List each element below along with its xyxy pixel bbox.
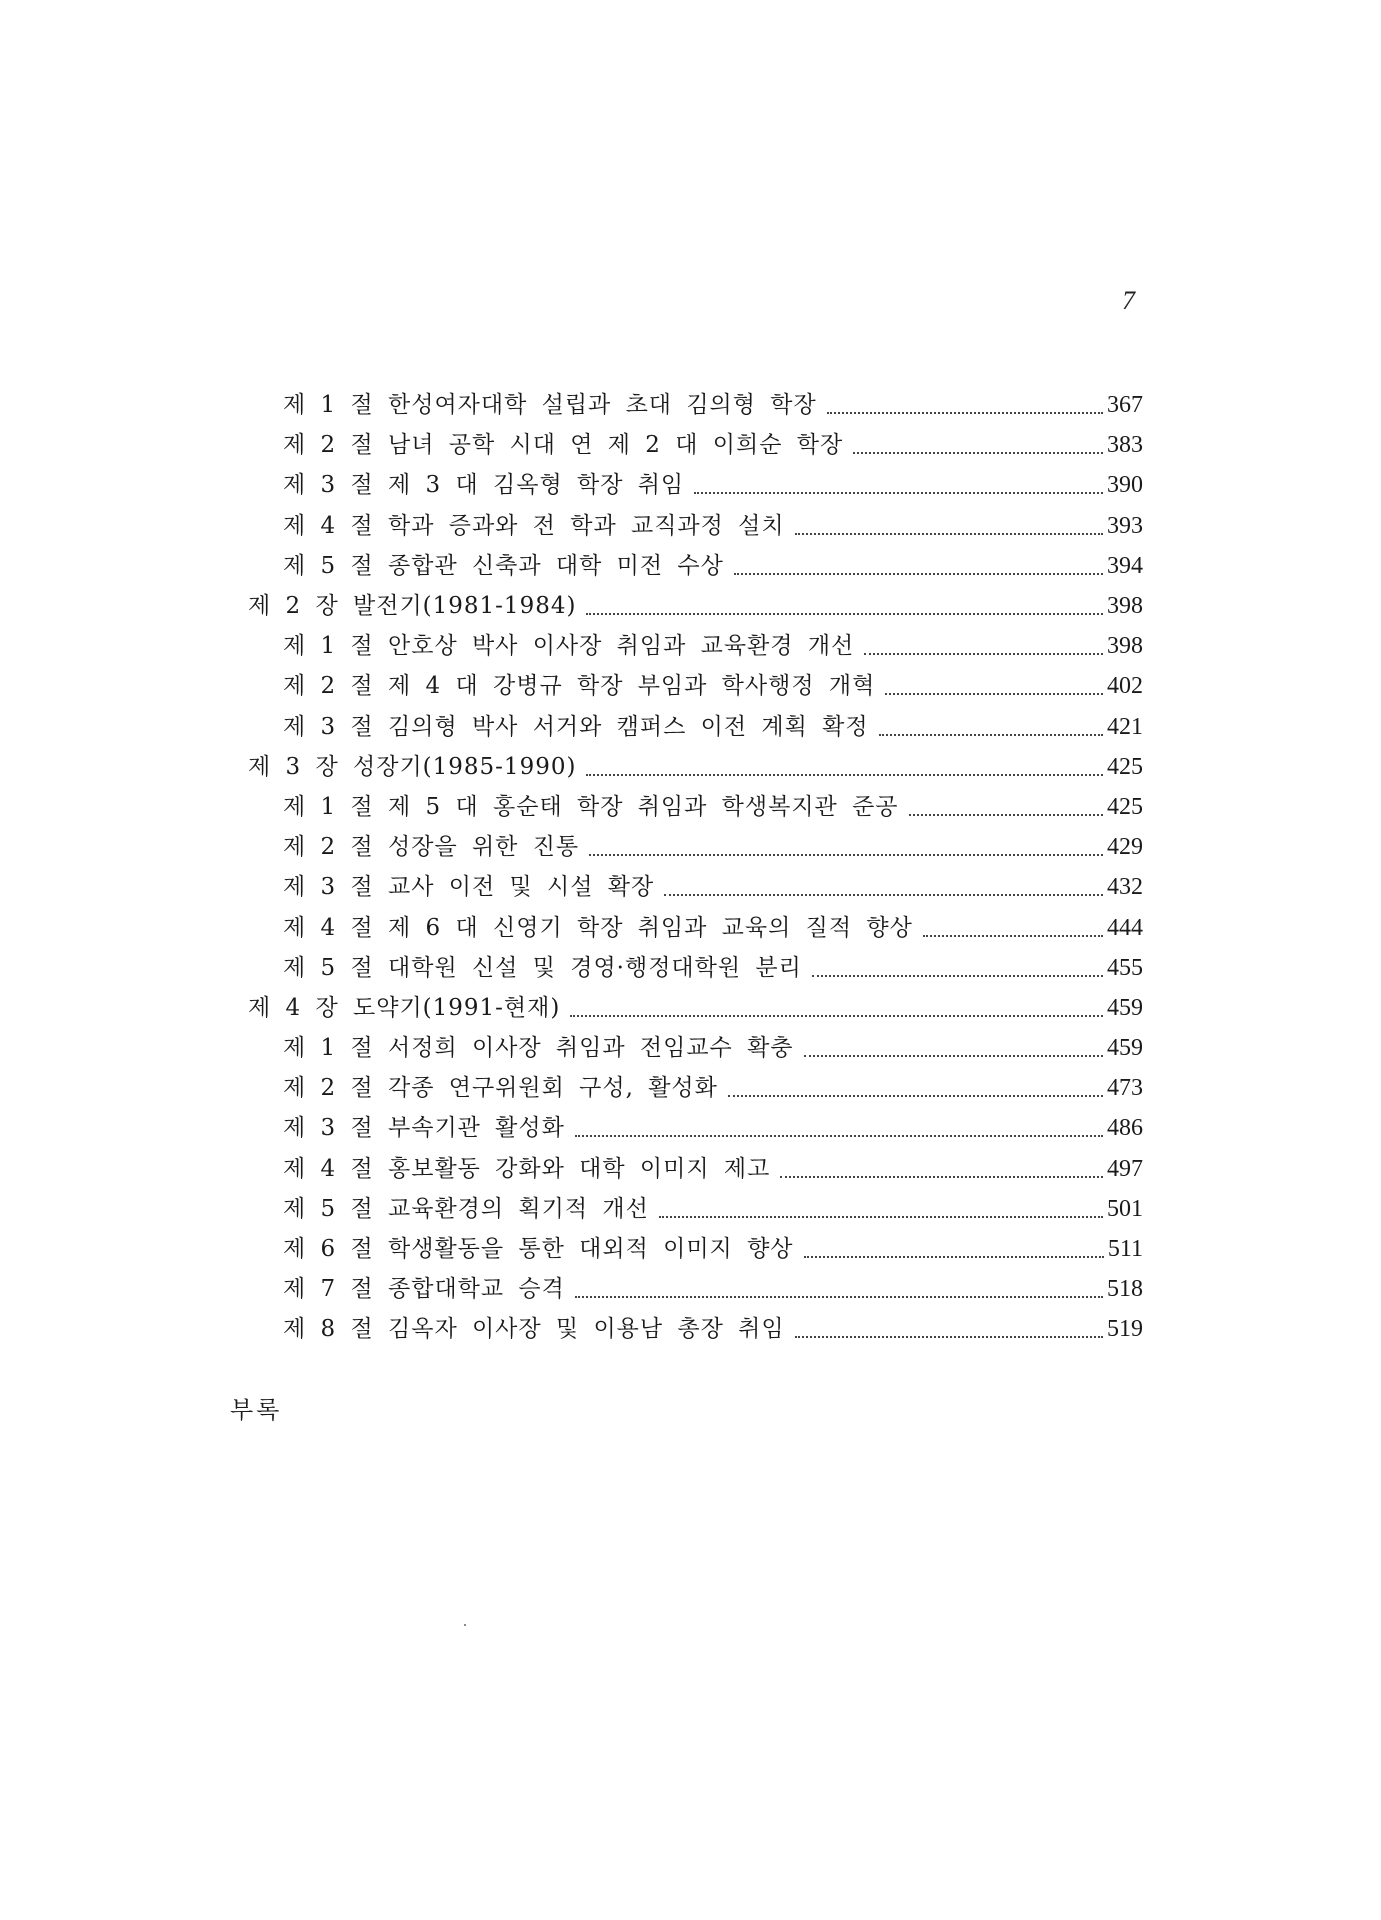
dot-leader: [664, 894, 1103, 896]
toc-entry-page: 511: [1107, 1236, 1143, 1263]
dot-leader: [586, 613, 1103, 615]
toc-entry-label: 제 4 절 홍보활동 강화와 대학 이미지 제고: [283, 1155, 771, 1182]
toc-section-entry: [283, 385, 1143, 425]
dot-leader: [589, 854, 1103, 856]
toc-entry-page: 455: [1107, 954, 1143, 981]
toc-entry-page: 473: [1107, 1075, 1143, 1102]
toc-entry-label: 제 5 절 대학원 신설 및 경영·행정대학원 분리: [283, 954, 802, 981]
toc-entry-label: 제 7 절 종합대학교 승격: [283, 1276, 565, 1303]
toc-section-entry: [283, 707, 1143, 747]
toc-entry-page: 518: [1107, 1276, 1143, 1303]
toc-entry-label: 제 2 절 각종 연구위원회 구성, 활성화: [283, 1075, 718, 1102]
dot-leader: [780, 1176, 1103, 1178]
toc-entry-page: 394: [1107, 552, 1143, 579]
dot-leader: [795, 533, 1103, 535]
toc-entry-label: 제 3 장 성장기(1985-1990): [248, 753, 577, 780]
toc-section-entry: [283, 1189, 1143, 1229]
dot-leader: [812, 975, 1103, 977]
toc-section-entry: [283, 1269, 1143, 1309]
toc-entry-label: 제 6 절 학생활동을 통한 대외적 이미지 향상: [283, 1236, 794, 1263]
toc-chapter-entry: [248, 747, 1143, 787]
toc-section-entry: [283, 546, 1143, 586]
table-of-contents: [0, 385, 1381, 1350]
toc-section-entry: [283, 626, 1143, 666]
dot-leader: [827, 412, 1103, 414]
toc-entry-page: 501: [1107, 1195, 1143, 1222]
toc-section-entry: [283, 867, 1143, 907]
dot-leader: [728, 1095, 1103, 1097]
toc-entry-label: 제 3 절 교사 이전 및 시설 확장: [283, 874, 655, 901]
toc-section-entry: [283, 1028, 1143, 1068]
toc-section-entry: [283, 827, 1143, 867]
scan-speck: [464, 1624, 466, 1626]
dot-leader: [734, 573, 1103, 575]
toc-entry-label: 제 1 절 한성여자대학 설립과 초대 김의형 학장: [283, 392, 817, 419]
toc-entry-page: 459: [1107, 1035, 1143, 1062]
toc-entry-label: 제 4 절 제 6 대 신영기 학장 취임과 교육의 질적 향상: [283, 914, 913, 941]
toc-chapter-entry: [248, 988, 1143, 1028]
dot-leader: [885, 693, 1103, 695]
dot-leader: [575, 1296, 1103, 1298]
toc-entry-page: 425: [1107, 753, 1143, 780]
dot-leader: [575, 1135, 1103, 1137]
toc-entry-page: 398: [1107, 633, 1143, 660]
toc-entry-label: 제 2 장 발전기(1981-1984): [248, 593, 577, 620]
toc-entry-page: 367: [1107, 392, 1143, 419]
toc-section-entry: [283, 425, 1143, 465]
toc-section-entry: [283, 666, 1143, 706]
toc-section-entry: [283, 787, 1143, 827]
toc-section-entry: [283, 1309, 1143, 1349]
toc-entry-page: 497: [1107, 1155, 1143, 1182]
dot-leader: [694, 492, 1103, 494]
toc-entry-page: 459: [1107, 994, 1143, 1021]
toc-chapter-entry: [248, 586, 1143, 626]
toc-section-entry: [283, 506, 1143, 546]
dot-leader: [586, 774, 1103, 776]
toc-entry-page: 398: [1107, 593, 1143, 620]
dot-leader: [659, 1216, 1103, 1218]
toc-entry-page: 390: [1107, 472, 1143, 499]
toc-entry-label: 제 2 절 제 4 대 강병규 학장 부임과 학사행정 개혁: [283, 673, 876, 700]
appendix-heading: 부록: [230, 1396, 283, 1424]
toc-entry-label: 제 5 절 종합관 신축과 대학 미전 수상: [283, 552, 724, 579]
toc-section-entry: [283, 465, 1143, 505]
toc-entry-label: 제 2 절 성장을 위한 진통: [283, 834, 580, 861]
toc-entry-page: 421: [1107, 713, 1143, 740]
dot-leader: [879, 734, 1103, 736]
toc-entry-label: 제 1 절 안호상 박사 이사장 취임과 교육환경 개선: [283, 633, 855, 660]
toc-entry-label: 제 1 절 제 5 대 홍순태 학장 취임과 학생복지관 준공: [283, 793, 899, 820]
toc-section-entry: [283, 1068, 1143, 1108]
dot-leader: [864, 653, 1103, 655]
toc-section-entry: [283, 907, 1143, 947]
page-number: 7: [1122, 286, 1135, 315]
dot-leader: [795, 1336, 1103, 1338]
toc-section-entry: [283, 1149, 1143, 1189]
toc-entry-page: 402: [1107, 673, 1143, 700]
toc-entry-label: 제 3 절 제 3 대 김옥형 학장 취임: [283, 472, 685, 499]
toc-entry-label: 제 4 절 학과 증과와 전 학과 교직과정 설치: [283, 512, 785, 539]
toc-entry-label: 제 1 절 서정희 이사장 취임과 전임교수 확충: [283, 1035, 794, 1062]
dot-leader: [804, 1256, 1104, 1258]
toc-entry-page: 432: [1107, 874, 1143, 901]
toc-entry-page: 444: [1107, 914, 1143, 941]
toc-entry-label: 제 3 절 김의형 박사 서거와 캠퍼스 이전 계획 확정: [283, 713, 869, 740]
toc-entry-page: 393: [1107, 512, 1143, 539]
toc-entry-label: 제 3 절 부속기관 활성화: [283, 1115, 565, 1142]
dot-leader: [909, 814, 1103, 816]
toc-section-entry: [283, 1108, 1143, 1148]
toc-section-entry: [283, 1229, 1143, 1269]
toc-entry-page: 486: [1107, 1115, 1143, 1142]
toc-entry-page: 383: [1107, 432, 1143, 459]
toc-entry-page: 519: [1107, 1316, 1143, 1343]
toc-entry-label: 제 8 절 김옥자 이사장 및 이용남 총장 취임: [283, 1316, 785, 1343]
toc-entry-label: 제 2 절 남녀 공학 시대 연 제 2 대 이희순 학장: [283, 432, 844, 459]
dot-leader: [853, 452, 1103, 454]
toc-entry-page: 425: [1107, 793, 1143, 820]
dot-leader: [804, 1055, 1103, 1057]
toc-entry-label: 제 4 장 도약기(1991-현재): [248, 994, 561, 1021]
toc-entry-page: 429: [1107, 834, 1143, 861]
dot-leader: [570, 1015, 1103, 1017]
toc-entry-label: 제 5 절 교육환경의 획기적 개선: [283, 1195, 649, 1222]
dot-leader: [923, 935, 1103, 937]
toc-section-entry: [283, 948, 1143, 988]
